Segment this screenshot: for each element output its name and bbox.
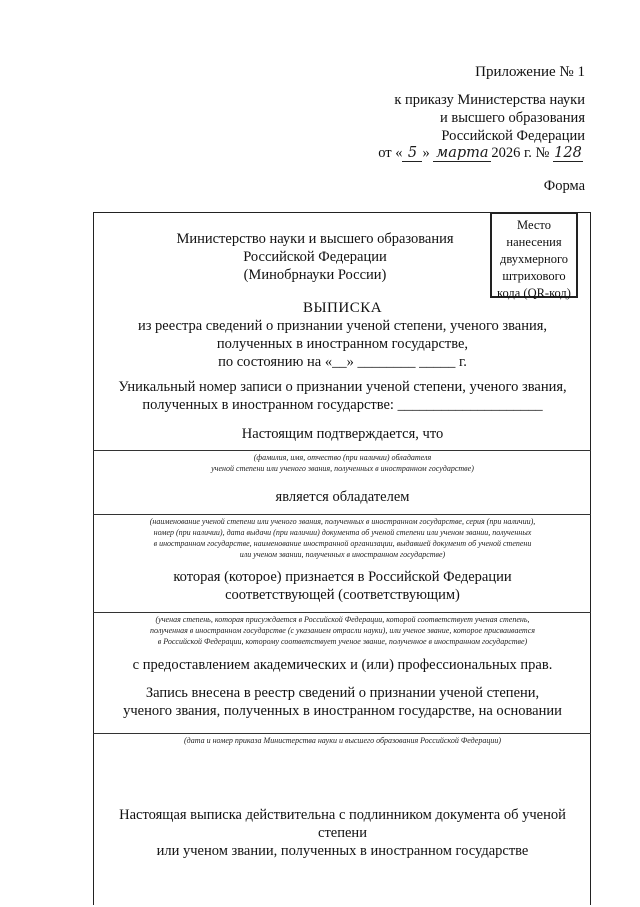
order-line-1: к приказу Министерства науки (394, 92, 585, 108)
ministry-line-1: Министерство науки и высшего образования (176, 231, 454, 247)
ministry-name (150, 230, 480, 284)
equivalent-degree-note (95, 614, 590, 647)
holder-text: является обладателем (275, 489, 410, 505)
entry-line-2: ученого звания, полученных в иностранном государстве, на основании (123, 703, 562, 719)
date-mid: » (422, 145, 430, 161)
note3-line-2: полученная в иностранном государстве (с указанием отрасли науки), или ученое звание, которое присваивается (150, 626, 535, 635)
divider-4 (93, 733, 591, 734)
recognized-line-1: которая (которое) признается в Российской Федерации (173, 569, 512, 585)
date-day: 5 (402, 145, 422, 162)
entry-text (95, 684, 590, 720)
ministry-line-3: (Минобрнауки России) (243, 267, 387, 283)
ministry-line-2: Российской Федерации (243, 249, 387, 265)
appendix-label: Приложение № 1 (475, 64, 585, 80)
order-line-2: и высшего образования (440, 110, 585, 126)
entry-line-1: Запись внесена в реестр сведений о признании ученой степени, (145, 685, 540, 701)
recognized-line-2: соответствующей (соответствующим) (225, 587, 460, 603)
order-line-3: Российской Федерации (441, 128, 585, 144)
note3-line-1: (ученая степень, которая присуждается в Российской Федерации, которой соответствует ученая степень, (155, 615, 530, 624)
title-subtitle (95, 317, 590, 371)
unique-line-1: Уникальный номер записи о признании ученой степени, ученого звания, (118, 379, 567, 395)
recognition-text (95, 568, 590, 604)
qr-line-3: двухмерного (499, 252, 569, 266)
holder-name-note (95, 452, 590, 474)
date-month: марта (433, 145, 491, 162)
note2-line-4: или ученом звании, полученных в иностранном государстве) (239, 550, 446, 559)
confirmation-text: Настоящим подтверждается, что (241, 426, 444, 442)
unique-number (95, 378, 590, 414)
date-year: 2026 г. № (491, 145, 550, 161)
title-line-3: по состоянию на «__» ________ _____ г. (218, 354, 467, 370)
note2-line-3: в иностранном государстве, наименование иностранной организации, выдавшей документ об ученой степени (153, 539, 532, 548)
validity-line-1: Настоящая выписка действительна с подлинником документа об ученой степени (119, 807, 566, 841)
note2-line-2: номер (при наличии), дата выдачи (при наличии) документа об ученой степени или ученом звании, полученных (153, 528, 532, 537)
rights-text: с предоставлением академических и (или) профессиональных прав. (132, 657, 553, 673)
divider-3 (93, 612, 591, 613)
document-title: ВЫПИСКА (302, 300, 383, 316)
unique-line-2: полученных в иностранном государстве: ____________________ (142, 397, 543, 413)
qr-code-box (490, 212, 578, 298)
qr-line-5: кода (QR-код) (497, 286, 571, 300)
divider-1 (93, 450, 591, 451)
form-label: Форма (543, 178, 585, 194)
note1-line-2: ученой степени или ученого звания, полученных в иностранном государстве) (211, 464, 474, 473)
degree-note (95, 516, 590, 560)
qr-line-4: штрихового (502, 269, 566, 283)
title-line-2: полученных в иностранном государстве, (216, 336, 469, 352)
order-date-line (378, 145, 583, 162)
date-prefix: от « (378, 145, 403, 161)
note1-line-1: (фамилия, имя, отчество (при наличии) обладателя (253, 453, 432, 462)
qr-line-1: Место (517, 218, 551, 232)
title-line-1: из реестра сведений о признании ученой степени, ученого звания, (137, 318, 548, 334)
order-reference-note: (дата и номер приказа Министерства науки и высшего образования Российской Федерации) (183, 736, 501, 745)
qr-line-2: нанесения (506, 235, 562, 249)
note2-line-1: (наименование ученой степени или ученого звания, полученных в иностранном государстве, серия (при наличии), (149, 517, 536, 526)
validity-line-2: или ученом звании, полученных в иностранном государстве (156, 843, 529, 859)
date-number: 128 (554, 145, 582, 161)
note3-line-3: в Российской Федерации, которому соответствует ученое звание, полученное в иностранном государстве) (157, 637, 528, 646)
divider-2 (93, 514, 591, 515)
validity-text (95, 806, 590, 860)
